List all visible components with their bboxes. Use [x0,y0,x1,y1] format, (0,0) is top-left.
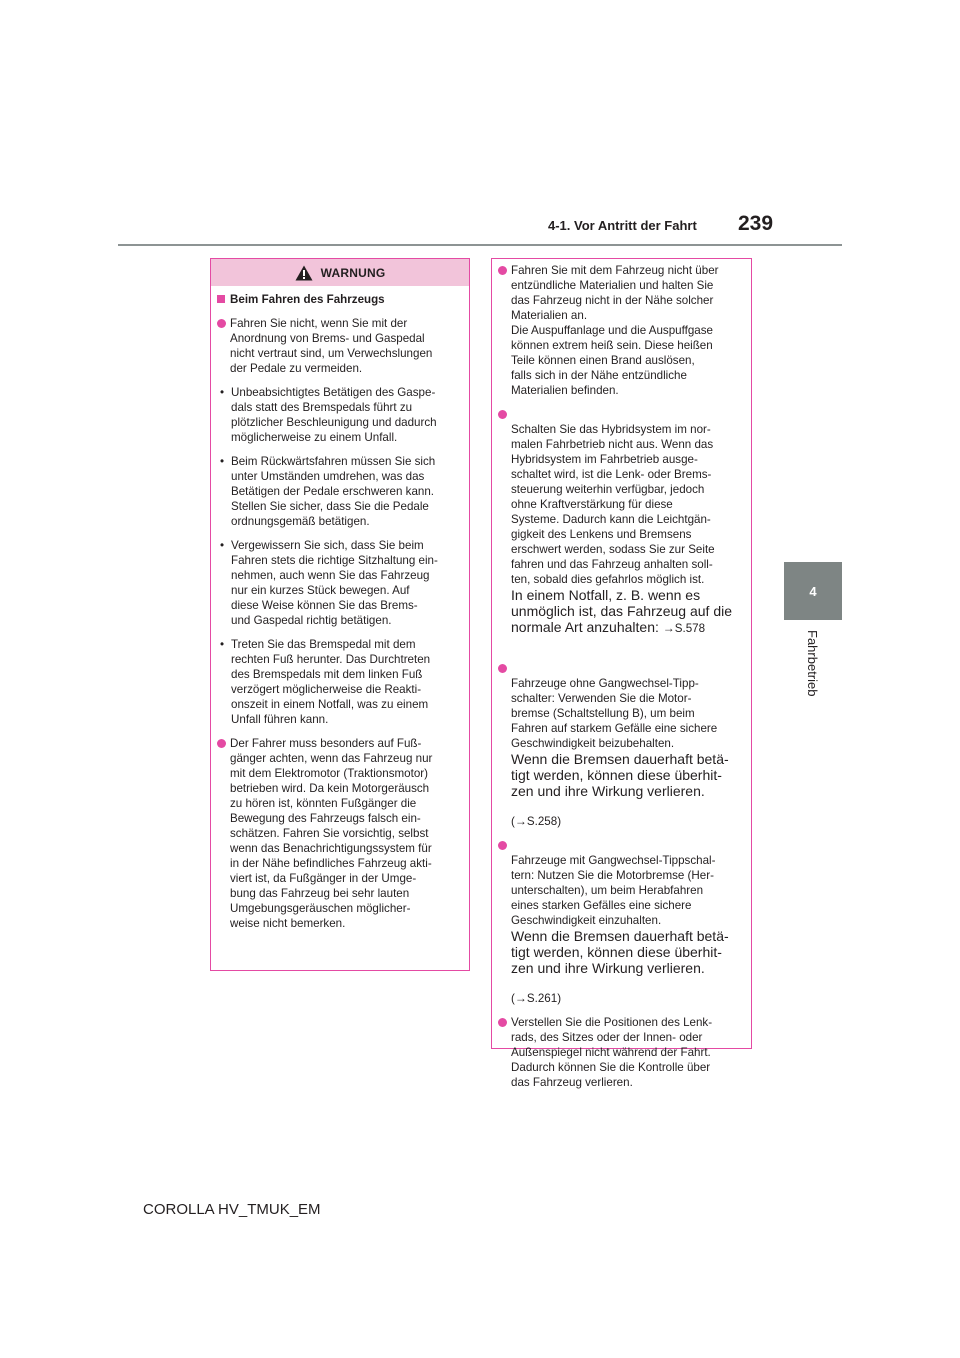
page-reference-link[interactable]: S.578 [674,622,706,635]
warning-subpoint: • Unbeabsichtigtes Betätigen des Gaspe- dals statt des Bremspedals führt zu plötzlicher Beschleunigung und dadurch möglicherweise zu einem Unfall. [220,386,437,444]
warning-heading: Beim Fahren des Fahrzeugs [217,292,461,307]
page-number: 239 [738,212,774,235]
circle-bullet-icon [498,664,507,673]
square-bullet-icon [217,295,225,303]
warning-point: Fahrzeuge ohne Gangwechsel-Tipp- schalter: Verwenden Sie die Motor- bremse (Schaltstellung B), um beim Fahren auf starkem Gefälle eine sichere Geschwindigkeit beizubehalten. Wenn die Bremsen dauerhaft betä- tigt werden, können diese überhit- zen und ihre Wirkung verlieren. (→S.258) [498,661,743,829]
circle-bullet-icon [498,841,507,850]
warning-subpoint: • Vergewissern Sie sich, dass Sie beim Fahren stets die richtige Sitzhaltung ein- nehmen, auch wenn Sie das Fahrzeug nur ein kurzes Stück bewegen. Auf diese Weise können Sie das Brems- und Gaspedal richtig betätigen. [220,539,438,627]
warning-header [211,259,469,286]
chapter-label: Fahrbetrieb [805,630,820,697]
warning-triangle-icon [295,265,313,281]
warning-point: Fahren Sie mit dem Fahrzeug nicht über entzündliche Materialien und halten Sie das Fahrzeug nicht in der Nähe solcher Materialien an. Die Auspuffanlage und die Auspuffgase können extrem heiß sein. Diese heißen Teile können einen Brand auslösen, falls sich in der Nähe entzündliche Materialien befinden. [498,263,743,398]
warning-title: WARNUNG [320,265,386,280]
bullet-icon: • [220,455,225,468]
warning-point: Fahrzeuge mit Gangwechsel-Tippschal- tern: Nutzen Sie die Motorbremse (Her- unterschalten), um beim Herabfahren eines starken Gefälles eine sichere Geschwindigkeit einzuhalten. Wenn die Bremsen dauerhaft betä- tigt werden, können diese überhit- zen und ihre Wirkung verlieren. (→S.261) [498,838,743,1006]
circle-bullet-icon [217,739,226,748]
document-footer: COROLLA HV_TMUK_EM [143,1201,321,1218]
warning-point: Fahren Sie nicht, wenn Sie mit der Anordnung von Brems- und Gaspedal nicht vertraut sind, um Verwechslungen der Pedale zu vermeiden. [217,316,461,376]
header-divider [118,244,842,246]
warning-point: Der Fahrer muss besonders auf Fuß- gänger achten, wenn das Fahrzeug nur mit dem Elektromotor (Traktionsmotor) betrieben wird. Da kein Motorgeräusch zu hören ist, könnten Fußgänger die Bewegung des Fahrzeugs falsch ein- schätzen. Fahren Sie vorsichtig, selbst wenn das Benachrichtigungssystem für in der Nähe befindliches Fahrzeug akti- viert ist, da Fußgänger in der Umge- bung das Fahrzeug bei sehr lauten Umgebungsgeräuschen möglicher- weise nicht bemerken. [217,736,461,931]
warning-box-continued [491,258,752,1089]
circle-bullet-icon [498,266,507,275]
circle-bullet-icon [498,1018,507,1027]
page-reference-link[interactable]: S.258 [526,815,558,828]
warning-point: Verstellen Sie die Positionen des Lenk- rads, des Sitzes oder der Innen- oder Außenspiegel nicht während der Fahrt. Dadurch können Sie die Kontrolle über das Fahrzeug verlieren. [498,1015,743,1090]
warning-point: Schalten Sie das Hybridsystem im nor- malen Fahrbetrieb nicht aus. Wenn das Hybridsystem im Fahrbetrieb ausge- schaltet wird, ist die Lenk- oder Brems- steuerung weiterhin verfügbar, jedoch ohne Kraftverstärkung für diese Systeme. Dadurch kann die Leichtgän- gigkeit des Lenkens und Bremsens erschwert werden, sodass Sie zur Seite fahren und das Fahrzeug anhalten soll- ten, sobald dies gefahrlos möglich ist. In einem Notfall, z. B. wenn es unmöglich ist, das Fahrzeug auf die normale Art anzuhalten: →S.578 [498,407,743,652]
warning-subpoint: • Treten Sie das Bremspedal mit dem rechten Fuß herunter. Das Durchtreten des Bremspedals mit dem linken Fuß verzögert möglicherweise die Reakti- onszeit in einem Notfall, was zu einem Unfall führen kann. [220,638,431,726]
arrow-right-icon: → [514,814,527,828]
arrow-right-icon: → [514,991,527,1005]
page-reference-link[interactable]: S.261 [526,992,558,1005]
bullet-icon: • [220,539,225,552]
arrow-right-icon: → [662,621,675,635]
bullet-icon: • [220,638,225,651]
warning-box [210,258,470,971]
chapter-tab [784,562,842,620]
circle-bullet-icon [498,410,507,419]
circle-bullet-icon [217,319,226,328]
warning-subpoint: • Beim Rückwärtsfahren müssen Sie sich unter Umständen umdrehen, was das Betätigen der Pedale erschweren kann. Stellen Sie sicher, dass Sie die Pedale ordnungsgemäß betätigen. [220,455,436,528]
chapter-number: 4 [809,583,817,599]
section-title: 4-1. Vor Antritt der Fahrt [548,218,697,233]
bullet-icon: • [220,386,225,399]
